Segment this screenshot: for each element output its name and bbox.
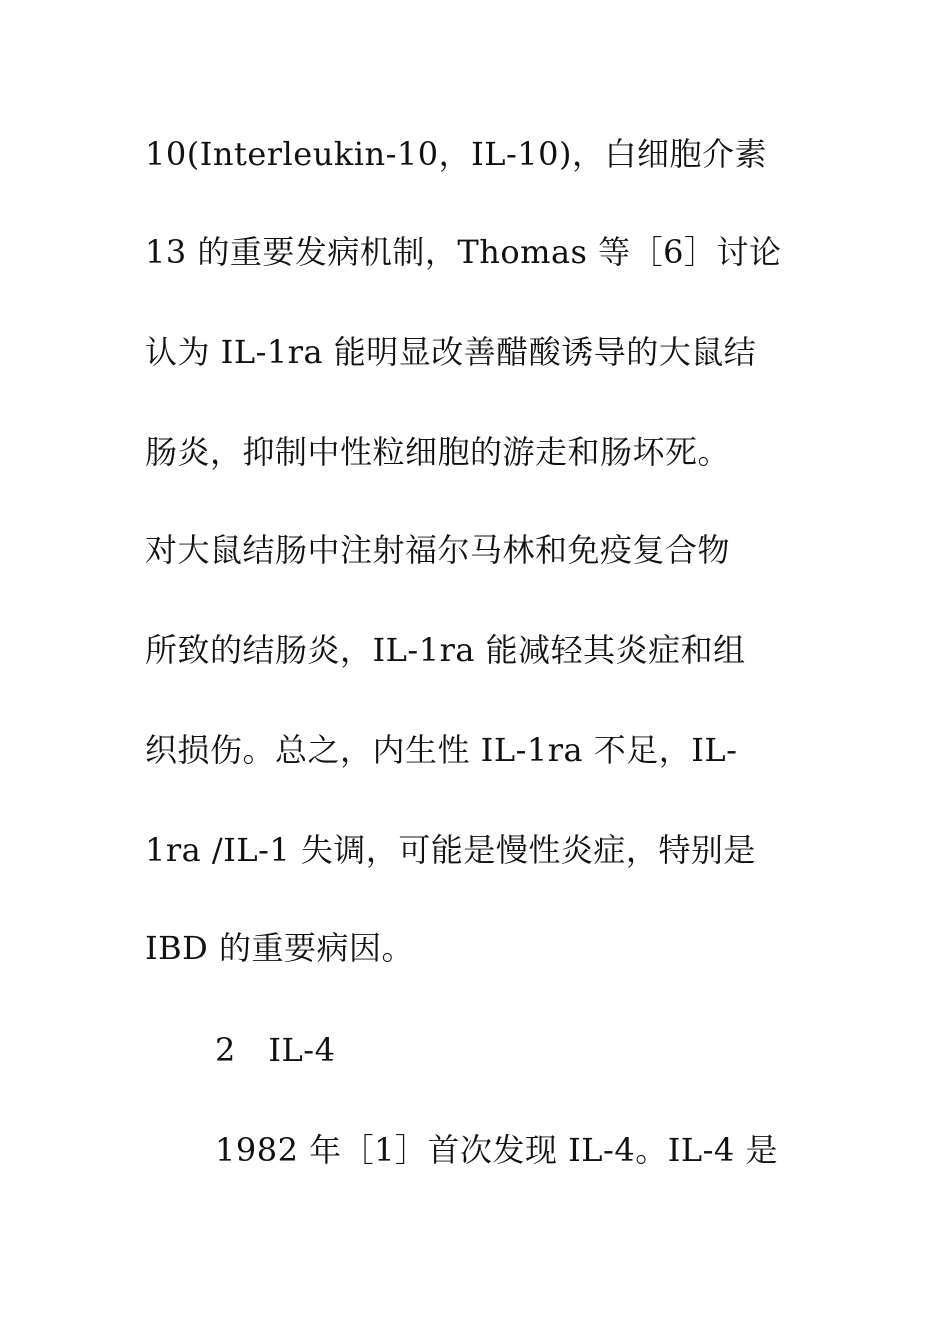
paragraph-line-6: 所致的结肠炎，IL-1ra 能减轻其炎症和组 — [145, 631, 746, 669]
section-heading: 2 IL-4 — [215, 1031, 336, 1069]
paragraph-line-5: 对大鼠结肠中注射福尔马林和免疫复合物 — [145, 531, 731, 569]
paragraph-line-3: 认为 IL-1ra 能明显改善醋酸诱导的大鼠结 — [145, 333, 757, 371]
paragraph-line-2: 13 的重要发病机制，Thomas 等［6］讨论 — [145, 233, 782, 271]
paragraph-line-9: IBD 的重要病因。 — [145, 929, 414, 967]
paragraph-line-1: 10(Interleukin-10，IL-10)，白细胞介素 — [145, 135, 768, 173]
paragraph-line-4: 肠炎，抑制中性粒细胞的游走和肠坏死。 — [145, 433, 731, 471]
paragraph-line-8: 1ra /IL-1 失调，可能是慢性炎症，特别是 — [145, 831, 756, 869]
section-paragraph-line: 1982 年［1］首次发现 IL-4。IL-4 是 — [215, 1131, 778, 1169]
paragraph-line-7: 织损伤。总之，内生性 IL-1ra 不足，IL- — [145, 731, 738, 769]
